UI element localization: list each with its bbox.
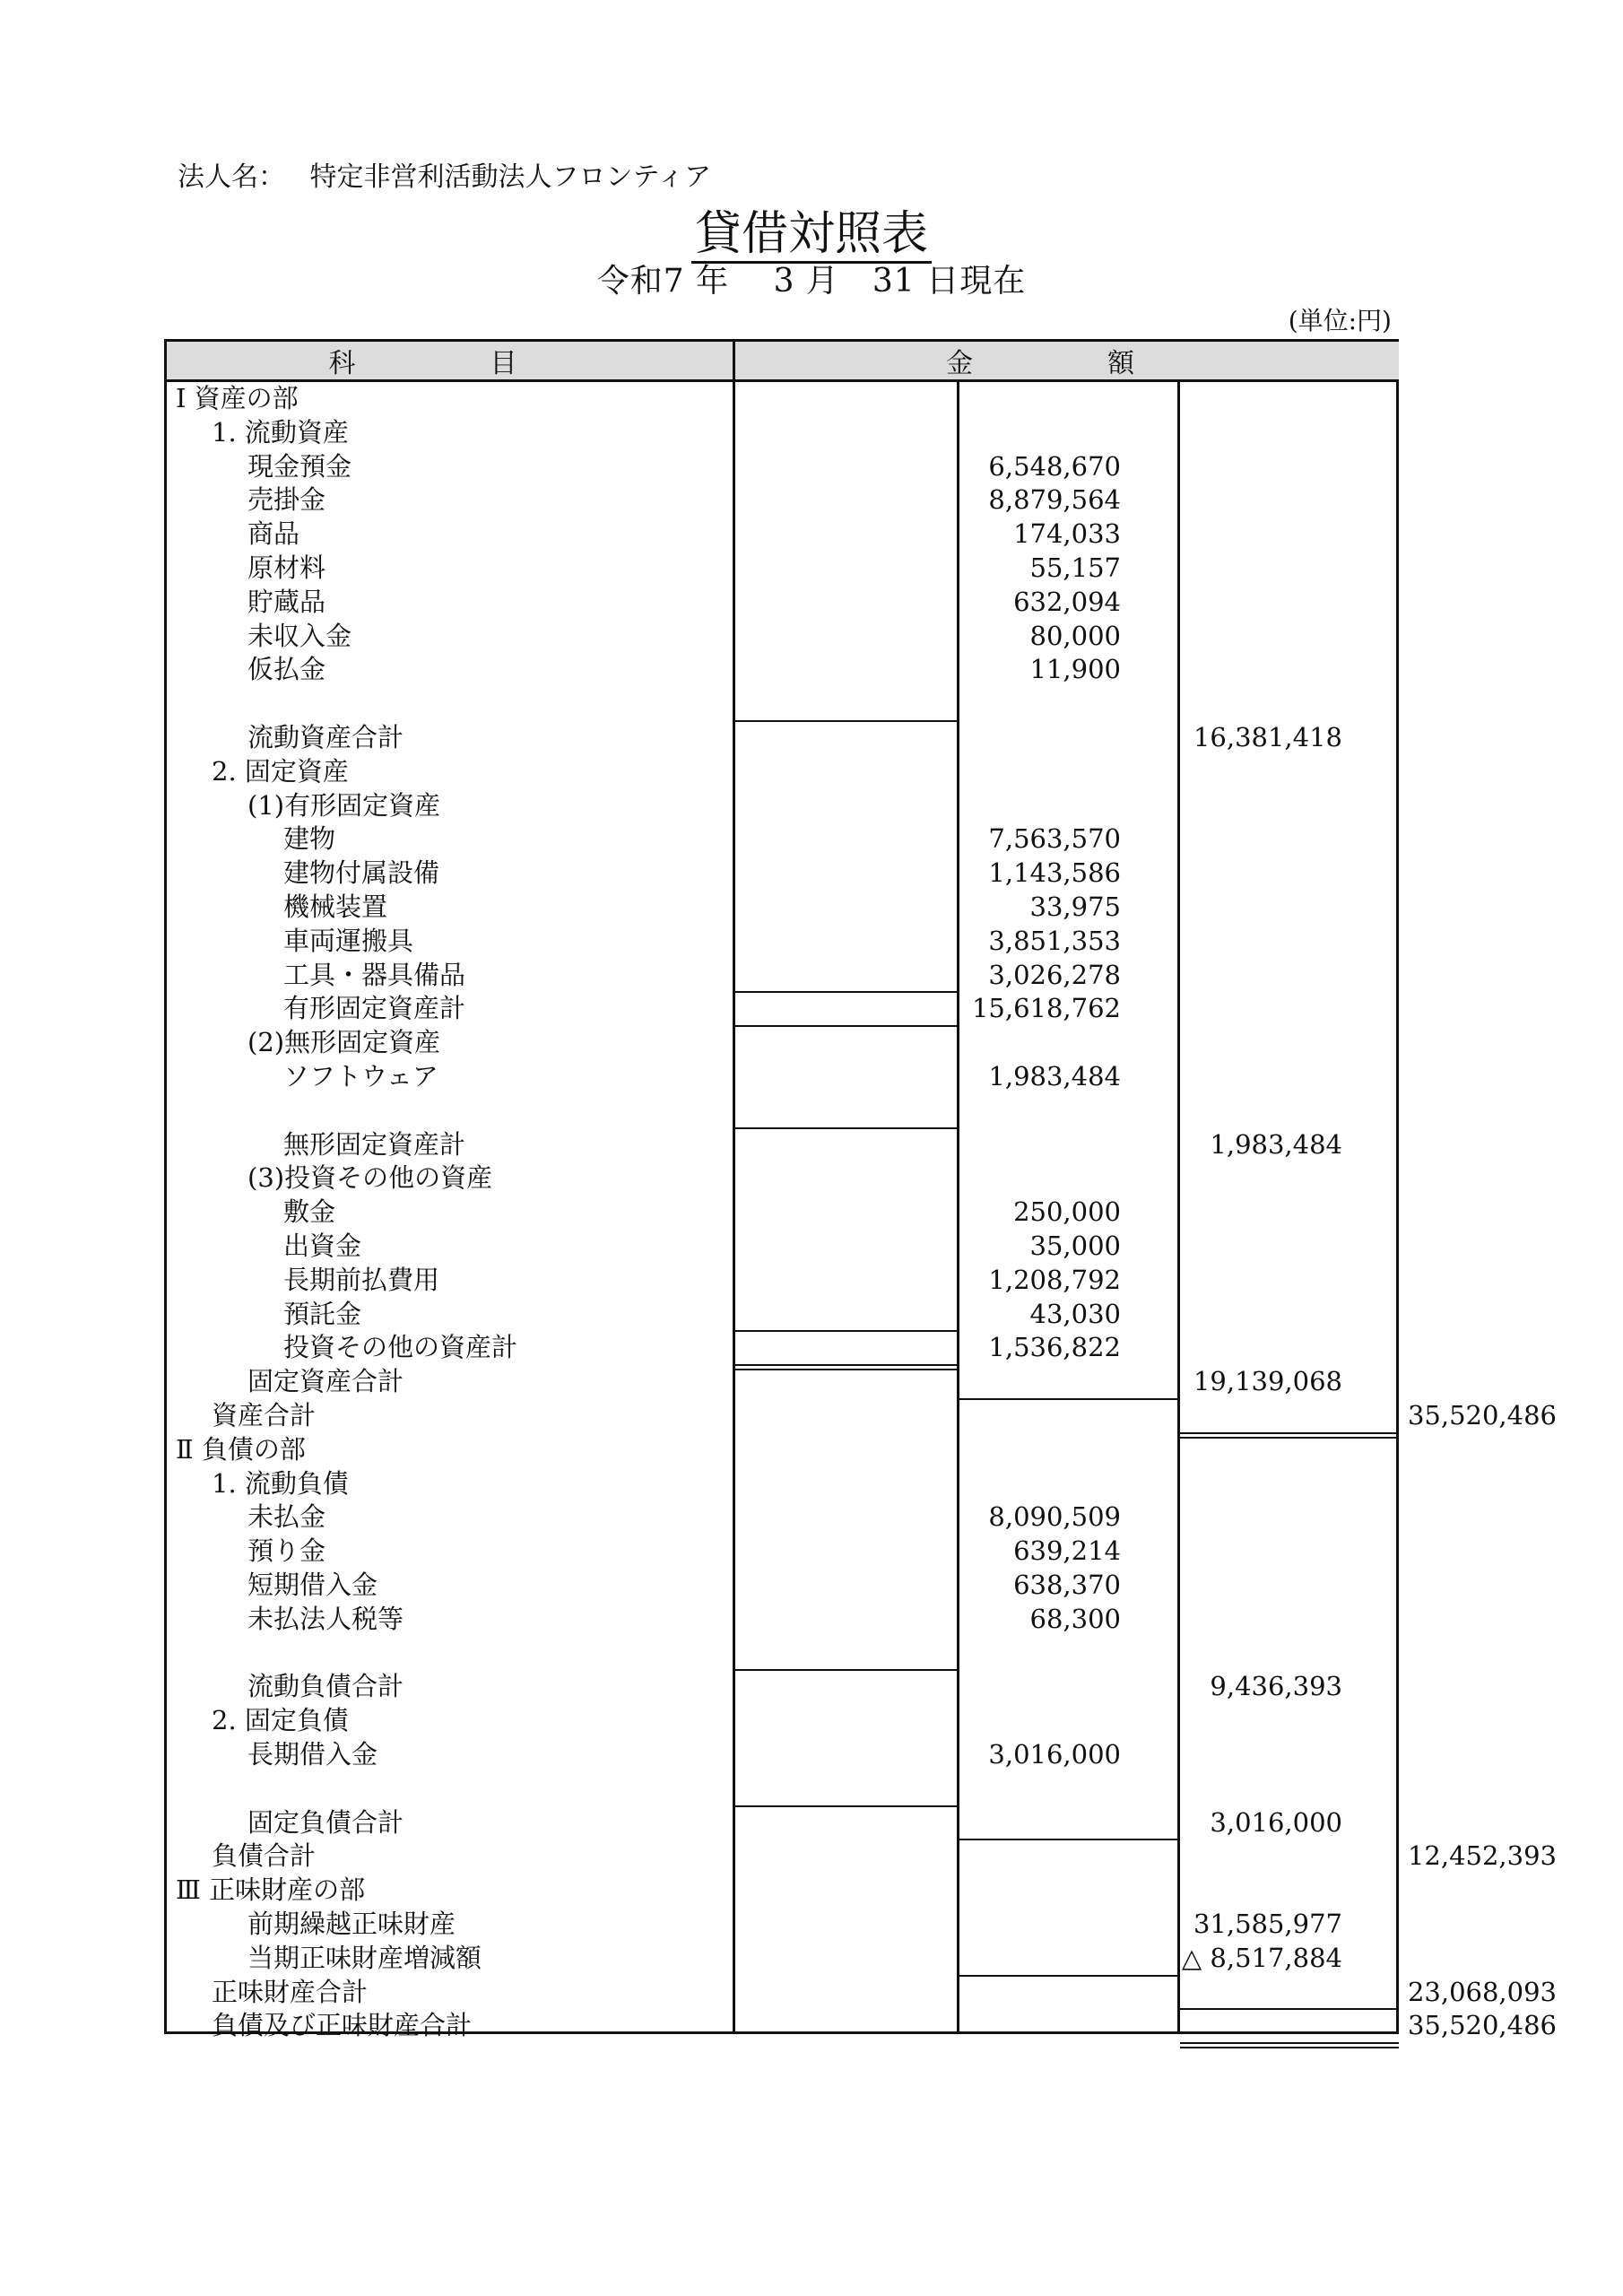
table-row-label: 未払法人税等 xyxy=(247,1603,404,1634)
subtotal-rule xyxy=(735,1330,957,1332)
table-row-label: 1. 流動負債 xyxy=(212,1467,349,1499)
table-row-label: 売掛金 xyxy=(247,484,326,516)
corp-label: 法人名： xyxy=(178,161,285,193)
table-row-label: 有形固定資産計 xyxy=(283,993,466,1024)
table-row-amount-col-1: 68,300 xyxy=(1029,1603,1121,1634)
document-title: 貸借対照表 xyxy=(691,207,932,264)
table-row-label: 負債合計 xyxy=(212,1840,317,1872)
table-row-amount-col-3: 35,520,486 xyxy=(1407,1400,1557,1431)
table-row-amount-col-3: 12,452,393 xyxy=(1407,1840,1557,1872)
column-header-subject: 科 目 xyxy=(167,342,735,382)
table-row-amount-col-1: 43,030 xyxy=(1029,1298,1121,1329)
table-row-label: 無形固定資産計 xyxy=(283,1128,466,1160)
table-row-amount-col-1: 3,851,353 xyxy=(988,925,1121,956)
table-row-amount-col-1: 8,090,509 xyxy=(988,1501,1121,1533)
subtotal-rule xyxy=(959,1975,1177,1977)
table-row-amount-col-1: 33,975 xyxy=(1029,891,1121,922)
table-row-label: 原材料 xyxy=(247,552,326,583)
table-row-label: 仮払金 xyxy=(247,654,326,685)
table-row-label: 投資その他の資産計 xyxy=(283,1332,518,1363)
table-row-amount-col-2: △ 8,517,884 xyxy=(1181,1942,1342,1973)
column-divider-amount-2 xyxy=(1177,379,1180,2031)
subtotal-rule xyxy=(959,1398,1177,1400)
subtotal-rule xyxy=(1180,1437,1399,1439)
subtotal-rule xyxy=(735,1369,957,1370)
table-row-label: 固定資産合計 xyxy=(247,1366,404,1397)
table-row-amount-col-2: 31,585,977 xyxy=(1193,1909,1342,1939)
subtotal-rule xyxy=(735,1025,957,1027)
subtotal-rule xyxy=(735,720,957,722)
column-divider-subject xyxy=(733,379,735,2031)
table-row-label: 出資金 xyxy=(283,1231,362,1261)
table-row-label: (2)無形固定資産 xyxy=(247,1027,441,1058)
table-row-label: 未払金 xyxy=(247,1501,326,1533)
table-row-amount-col-1: 639,214 xyxy=(1013,1535,1121,1567)
table-row-amount-col-2: 1,983,484 xyxy=(1210,1128,1342,1160)
subtotal-rule xyxy=(735,991,957,993)
subtotal-rule xyxy=(735,1805,957,1807)
table-row-amount-col-2: 3,016,000 xyxy=(1210,1806,1342,1838)
corp-name: 特定非営利活動法人フロンティア xyxy=(309,161,712,193)
column-header-amount: 金 額 xyxy=(735,342,1399,382)
table-row-label: (3)投資その他の資産 xyxy=(247,1162,493,1194)
table-row-label: 預り金 xyxy=(247,1535,326,1567)
table-row-label: (1)有形固定資産 xyxy=(247,789,441,821)
table-row-label xyxy=(167,1636,176,1670)
table-row-amount-col-1: 1,143,586 xyxy=(988,857,1121,889)
table-row-amount-col-1: 638,370 xyxy=(1013,1570,1121,1600)
table-row-label: Ⅱ 負債の部 xyxy=(176,1433,306,1465)
table-row-amount-col-1: 35,000 xyxy=(1029,1231,1121,1261)
table-row-label: 建物付属設備 xyxy=(283,857,440,889)
table-row-label: 商品 xyxy=(247,518,300,550)
table-row-label: 長期前払費用 xyxy=(283,1264,440,1295)
table-row-label: Ⅲ 正味財産の部 xyxy=(176,1874,366,1906)
table-row-label: Ⅰ 資産の部 xyxy=(176,383,299,413)
table-row-label: 負債及び正味財産合計 xyxy=(212,2010,473,2041)
subtotal-rule xyxy=(1180,2047,1399,2048)
table-row-label: 現金預金 xyxy=(247,450,352,482)
unit-note: (単位:円) xyxy=(1288,306,1392,335)
subtotal-rule xyxy=(959,1839,1177,1840)
table-row-amount-col-1: 1,536,822 xyxy=(988,1332,1121,1363)
table-row-label: 未収入金 xyxy=(247,620,352,651)
table-row-label: 工具・器具備品 xyxy=(283,959,466,990)
table-row-label xyxy=(167,686,176,720)
table-row-label xyxy=(167,1093,176,1127)
table-row-label: 前期繰越正味財産 xyxy=(247,1909,456,1939)
subtotal-rule xyxy=(1180,2008,1399,2010)
table-row-amount-col-1: 80,000 xyxy=(1029,620,1121,651)
table-row-label: 短期借入金 xyxy=(247,1570,378,1600)
table-row-amount-col-1: 3,026,278 xyxy=(988,959,1121,990)
table-row-label: ソフトウェア xyxy=(283,1061,438,1091)
table-row-label: 資産合計 xyxy=(212,1400,317,1431)
subtotal-rule xyxy=(735,1669,957,1671)
table-row-label: 貯蔵品 xyxy=(247,586,326,617)
subtotal-rule xyxy=(1180,2042,1399,2044)
table-row-amount-col-1: 632,094 xyxy=(1013,586,1121,617)
table-row-amount-col-3: 23,068,093 xyxy=(1407,1976,1557,2007)
document-title-wrap xyxy=(0,196,1623,263)
table-row-amount-col-1: 1,983,484 xyxy=(988,1061,1121,1091)
table-row-label: 機械装置 xyxy=(283,891,388,922)
subtotal-rule xyxy=(735,1364,957,1366)
table-row-label: 預託金 xyxy=(283,1298,362,1329)
table-row-label: 2. 固定負債 xyxy=(212,1705,349,1736)
table-row-label: 長期借入金 xyxy=(247,1739,378,1770)
table-row-amount-col-1: 55,157 xyxy=(1029,552,1121,583)
table-row-amount-col-2: 9,436,393 xyxy=(1210,1671,1342,1702)
table-row-amount-col-1: 11,900 xyxy=(1029,654,1121,685)
table-row-amount-col-1: 3,016,000 xyxy=(988,1739,1121,1770)
table-row-amount-col-1: 7,563,570 xyxy=(988,823,1121,855)
table-row-label: 建物 xyxy=(283,823,336,855)
subtotal-rule xyxy=(1180,1432,1399,1434)
table-row-label: 敷金 xyxy=(283,1196,336,1228)
table-row-amount-col-1: 174,033 xyxy=(1013,518,1121,550)
table-row-amount-col-3: 35,520,486 xyxy=(1407,2010,1557,2041)
table-row-label xyxy=(167,1771,176,1805)
subtotal-rule xyxy=(735,1127,957,1129)
table-row-label: 当期正味財産増減額 xyxy=(247,1942,482,1973)
balance-sheet-table xyxy=(164,339,1557,2041)
table-row-label: 車両運搬具 xyxy=(283,925,414,956)
table-row-amount-col-1: 1,208,792 xyxy=(988,1264,1121,1295)
table-row-amount-col-1: 250,000 xyxy=(1013,1196,1121,1228)
table-row-label: 正味財産合計 xyxy=(212,1976,369,2007)
corporation-name-line xyxy=(178,154,711,194)
table-row-amount-col-1: 6,548,670 xyxy=(988,450,1121,482)
table-row-amount-col-2: 16,381,418 xyxy=(1193,722,1342,752)
table-row-label: 流動負債合計 xyxy=(247,1671,404,1702)
table-row-label: 固定負債合計 xyxy=(247,1806,404,1838)
table-row-amount-col-2: 19,139,068 xyxy=(1193,1366,1342,1397)
table-row-label: 2. 固定資産 xyxy=(212,755,349,787)
table-row-label: 1. 流動資産 xyxy=(212,416,349,448)
as-of-date: 令和7 年 3 月 31 日現在 xyxy=(596,263,1027,300)
table-row-amount-col-1: 8,879,564 xyxy=(988,484,1121,516)
table-row-label: 流動資産合計 xyxy=(247,722,404,752)
table-row-amount-col-1: 15,618,762 xyxy=(971,993,1121,1024)
